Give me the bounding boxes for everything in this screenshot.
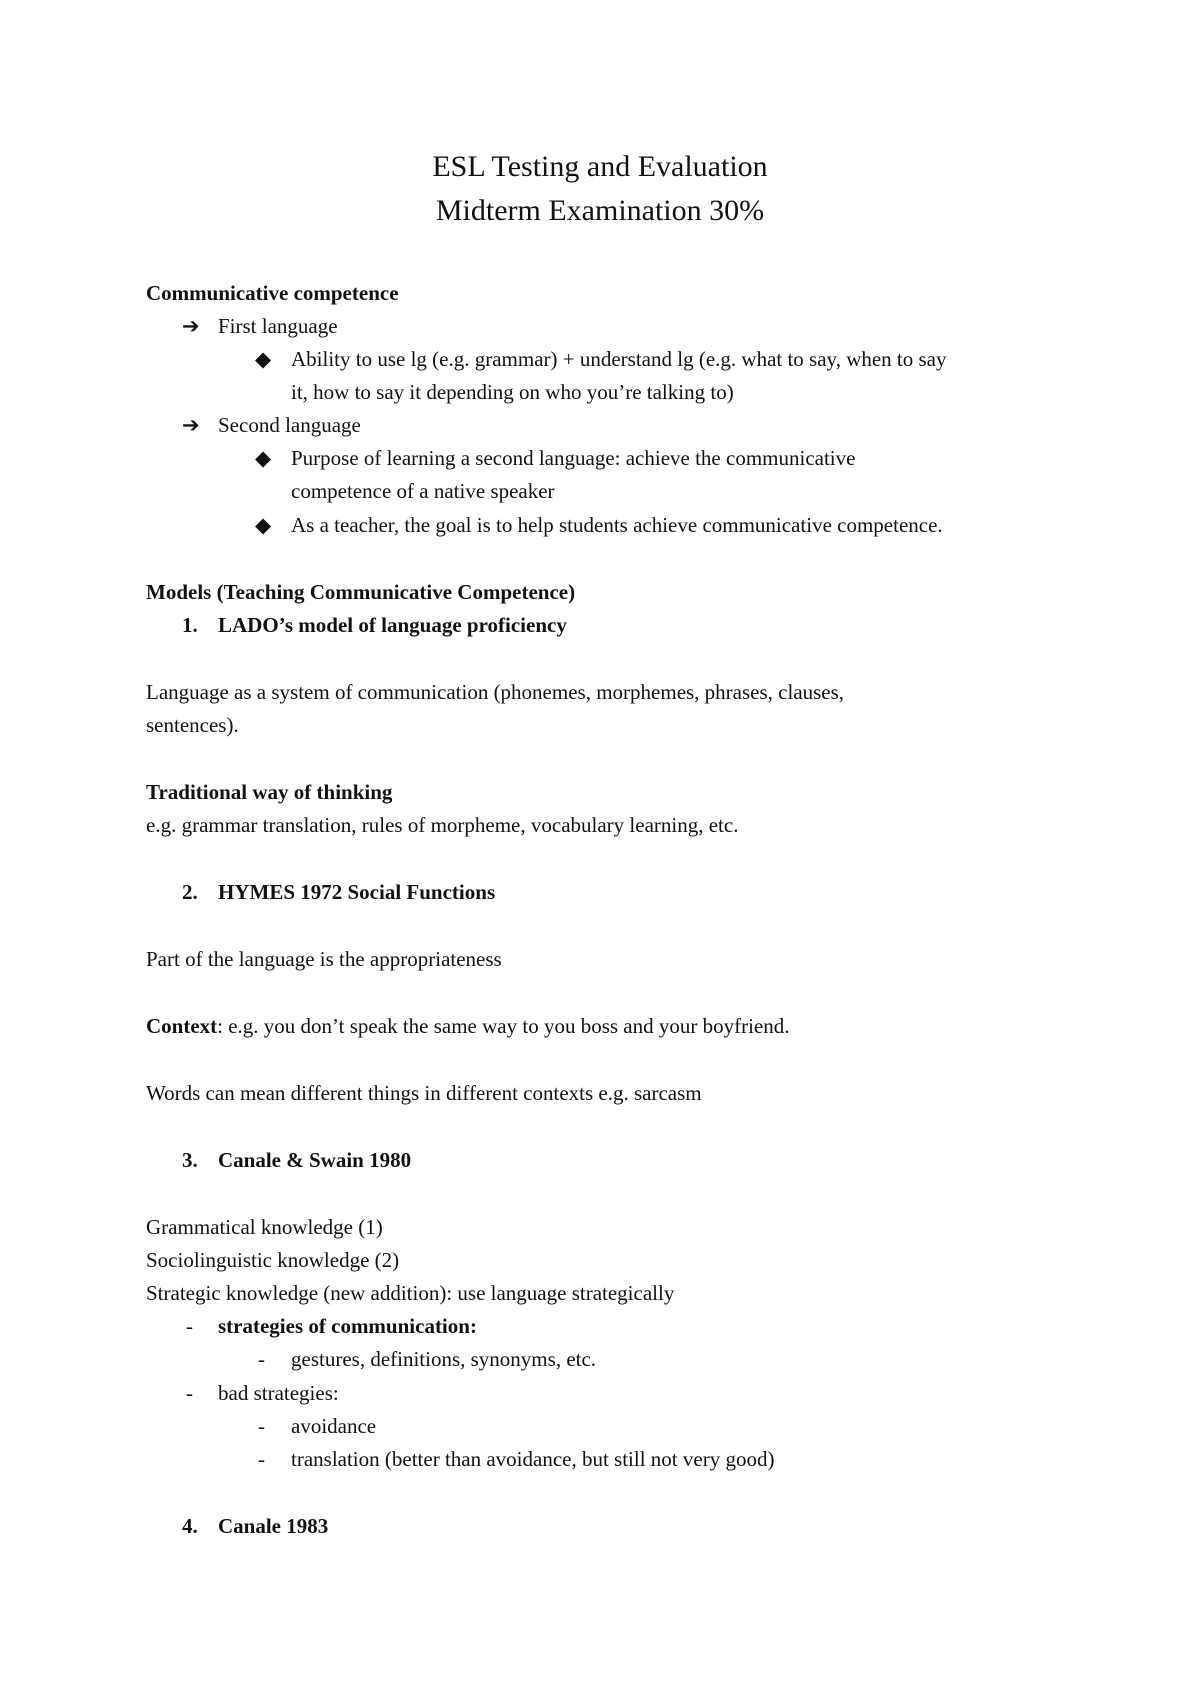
- context-text: : e.g. you don’t speak the same way to you boss and your boyfriend.: [217, 1014, 790, 1038]
- diamond-bullet-icon: ◆: [255, 513, 272, 537]
- strategies-item: gestures, definitions, synonyms, etc.: [291, 1347, 597, 1371]
- document-title: ESL Testing and Evaluation: [432, 150, 768, 183]
- diamond-bullet-icon: ◆: [255, 347, 272, 371]
- first-language-bullet-line1: Ability to use lg (e.g. grammar) + understand lg (e.g. what to say, when to say: [291, 347, 947, 371]
- canale-swain-line3: Strategic knowledge (new addition): use language strategically: [146, 1281, 675, 1305]
- traditional-text: e.g. grammar translation, rules of morpheme, vocabulary learning, etc.: [146, 813, 739, 837]
- first-language-bullet-line2: it, how to say it depending on who you’re talking to): [291, 380, 734, 404]
- second-language-item: Second language: [218, 413, 361, 437]
- section-heading-models: Models (Teaching Communicative Competence): [146, 580, 576, 604]
- arrow-icon: ➔: [182, 413, 200, 437]
- model-number: 4.: [182, 1514, 198, 1538]
- lado-description-line2: sentences).: [146, 713, 239, 737]
- model-heading-hymes: HYMES 1972 Social Functions: [218, 880, 496, 904]
- first-language-item: First language: [218, 314, 338, 338]
- hymes-text1: Part of the language is the appropriateness: [146, 947, 502, 971]
- diamond-bullet-icon: ◆: [255, 446, 272, 470]
- dash-bullet-icon: -: [258, 1447, 265, 1471]
- dash-bullet-icon: -: [186, 1381, 193, 1405]
- model-heading-canale-1983: Canale 1983: [218, 1514, 329, 1538]
- model-number: 3.: [182, 1148, 198, 1172]
- second-language-bullet1-line1: Purpose of learning a second language: achieve the communicative: [291, 446, 856, 470]
- lado-description-line1: Language as a system of communication (phonemes, morphemes, phrases, clauses,: [146, 680, 845, 704]
- strategies-heading: strategies of communication:: [218, 1314, 477, 1338]
- bad-strategy-item: translation (better than avoidance, but still not very good): [291, 1447, 775, 1471]
- canale-swain-line2: Sociolinguistic knowledge (2): [146, 1248, 400, 1272]
- arrow-icon: ➔: [182, 314, 200, 338]
- document-subtitle: Midterm Examination 30%: [435, 194, 765, 227]
- model-number: 1.: [182, 613, 198, 637]
- bad-strategies-heading: bad strategies:: [218, 1381, 339, 1405]
- second-language-bullet1-line2: competence of a native speaker: [291, 479, 555, 503]
- canale-swain-line1: Grammatical knowledge (1): [146, 1215, 383, 1239]
- dash-bullet-icon: -: [258, 1347, 265, 1371]
- hymes-text2: Words can mean different things in different contexts e.g. sarcasm: [146, 1081, 702, 1105]
- traditional-heading: Traditional way of thinking: [146, 780, 393, 804]
- model-heading-canale-swain: Canale & Swain 1980: [218, 1148, 412, 1172]
- second-language-bullet2: As a teacher, the goal is to help students achieve communicative competence.: [291, 513, 943, 537]
- dash-bullet-icon: -: [186, 1314, 193, 1338]
- context-label: Context: [146, 1014, 218, 1038]
- context-line: [146, 1011, 790, 1041]
- section-heading-communicative-competence: Communicative competence: [146, 281, 399, 305]
- model-number: 2.: [182, 880, 198, 904]
- bad-strategy-item: avoidance: [291, 1414, 377, 1438]
- model-heading-lado: LADO’s model of language proficiency: [218, 613, 567, 637]
- dash-bullet-icon: -: [258, 1414, 265, 1438]
